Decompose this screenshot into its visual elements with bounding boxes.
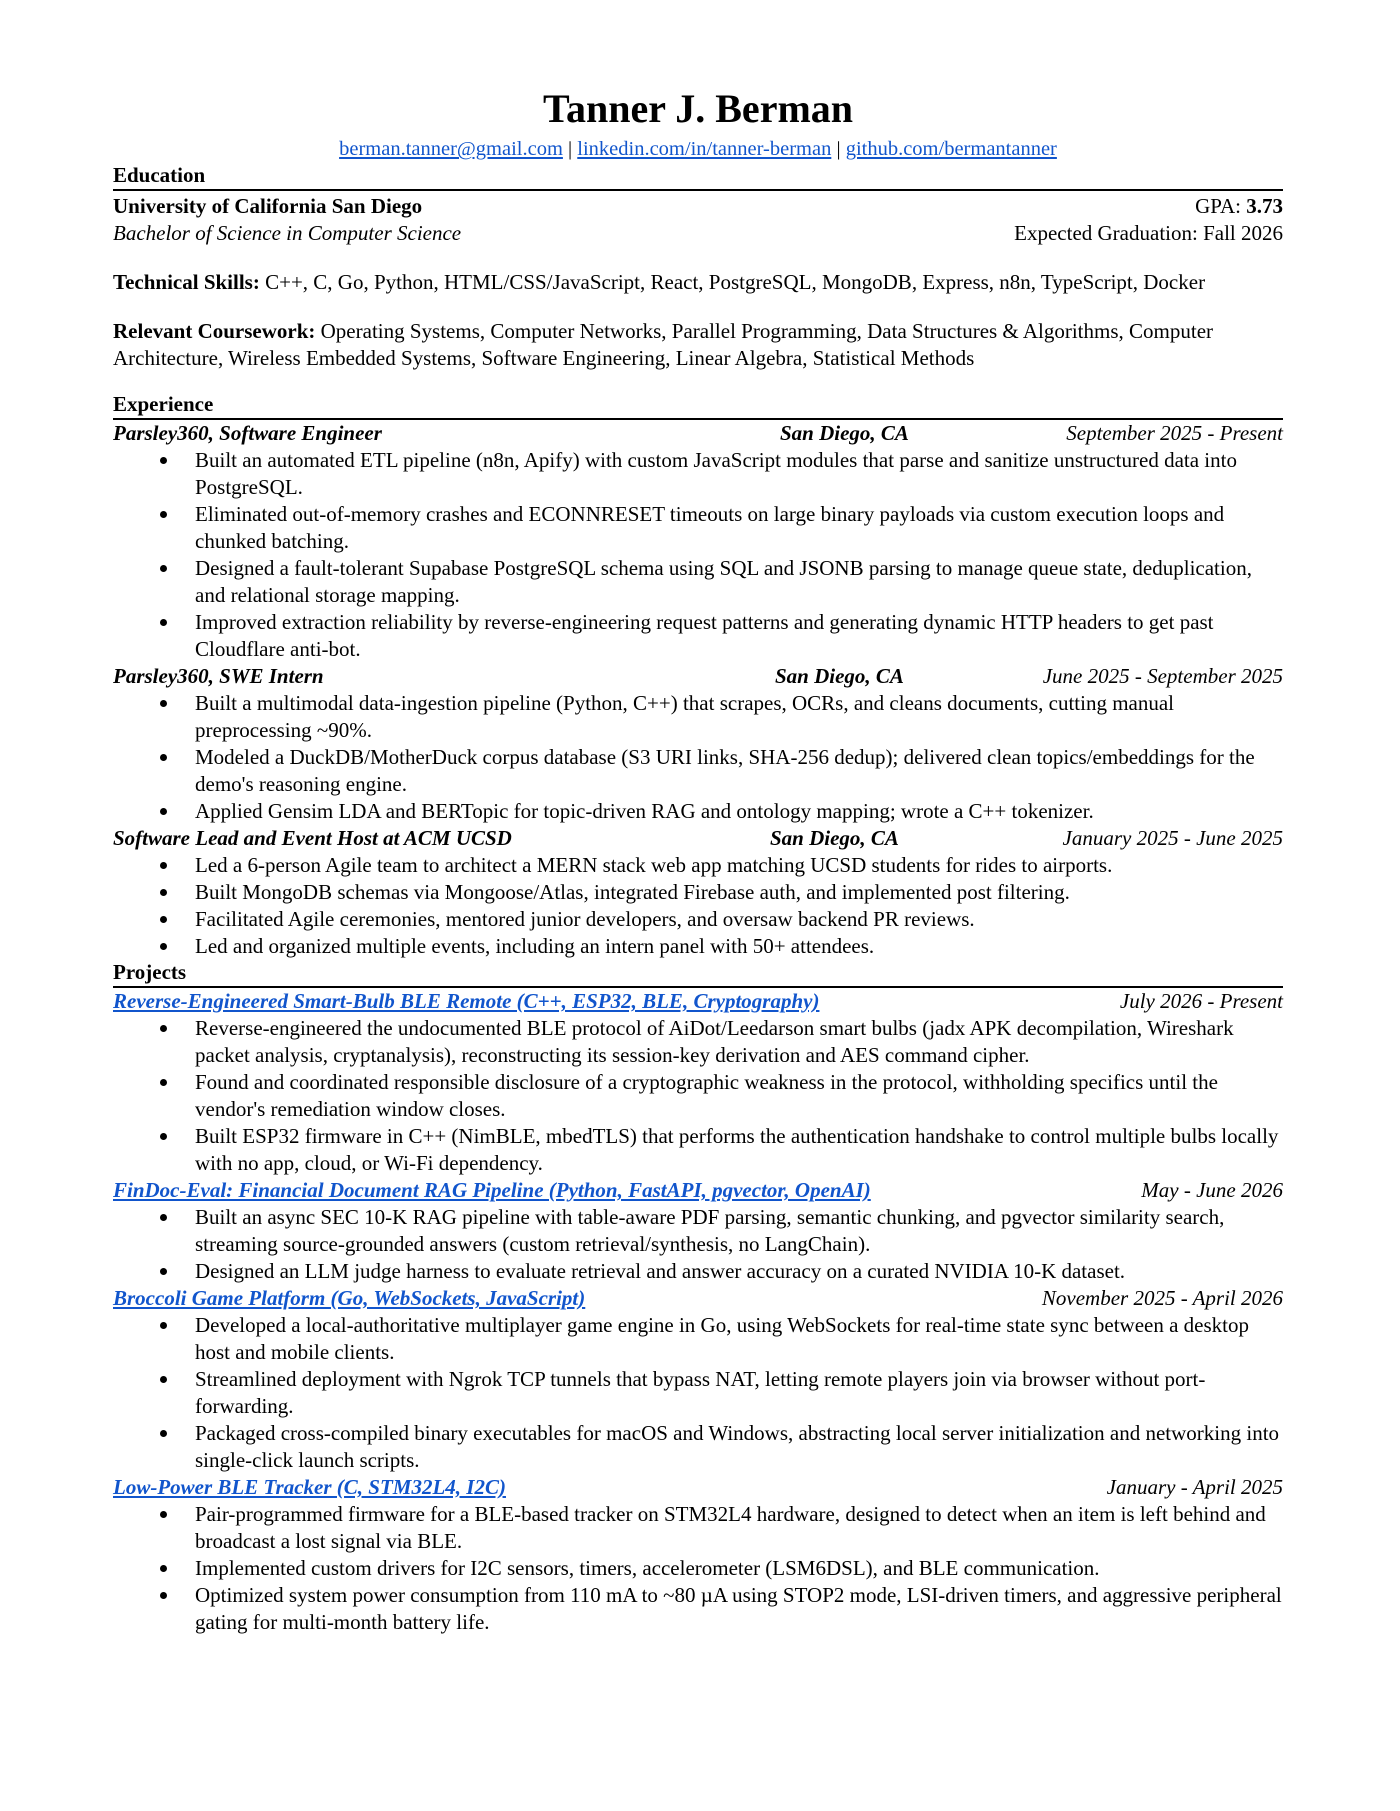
project-entry	[113, 1474, 1283, 1636]
coursework-text: Operating Systems, Computer Networks, Parallel Programming, Data Structures & Algorithms, Computer Architecture, Wireless Embedded Systems, Software Engineering, Linear Algebra, Statistical Methods	[113, 319, 1214, 370]
project-bullets	[113, 1312, 1283, 1474]
github-link[interactable]: github.com/bermantanner	[845, 138, 1057, 160]
job-header	[113, 420, 1283, 447]
bullet-item: Reverse-engineered the undocumented BLE protocol of AiDot/Leedarson smart bulbs (jadx APK decompilation, Wireshark packet analysis, cryptanalysis), reconstructing its session-key derivation and AES command cipher.	[113, 1015, 1283, 1069]
job-location: San Diego, CA	[775, 664, 904, 688]
bullet-item: Built MongoDB schemas via Mongoose/Atlas, integrated Firebase auth, and implemented post filtering.	[113, 879, 1283, 906]
bullet-item: Facilitated Agile ceremonies, mentored junior developers, and oversaw backend PR reviews.	[113, 906, 1283, 933]
job-bullets	[113, 447, 1283, 663]
degree: Bachelor of Science in Computer Science	[113, 221, 462, 245]
project-entry	[113, 1285, 1283, 1474]
coursework-label: Relevant Coursework:	[113, 319, 316, 343]
job-entry	[113, 825, 1283, 960]
job-bullets	[113, 690, 1283, 825]
project-title-link[interactable]: Broccoli Game Platform (Go, WebSockets, JavaScript)	[113, 1286, 586, 1310]
contact-separator: |	[568, 138, 573, 160]
linkedin-link[interactable]: linkedin.com/in/tanner-berman	[577, 138, 832, 160]
bullet-item: Built an automated ETL pipeline (n8n, Apify) with custom JavaScript modules that parse and sanitize unstructured data into PostgreSQL.	[113, 447, 1283, 501]
job-title: Parsley360, Software Engineer	[113, 421, 382, 445]
education-school-row	[113, 193, 1283, 220]
bullet-item: Built an async SEC 10-K RAG pipeline with table-aware PDF parsing, semantic chunking, and pgvector similarity search, streaming source-grounded answers (custom retrieval/synthesis, no LangChain).	[113, 1204, 1283, 1258]
bullet-item: Built a multimodal data-ingestion pipeline (Python, C++) that scrapes, OCRs, and cleans documents, cutting manual preprocessing ~90%.	[113, 690, 1283, 744]
gpa	[1195, 193, 1283, 220]
bullet-item: Improved extraction reliability by reverse-engineering request patterns and generating dynamic HTTP headers to get past Cloudflare anti-bot.	[113, 609, 1283, 663]
job-entry	[113, 420, 1283, 663]
project-title-link[interactable]: Low-Power BLE Tracker (C, STM32L4, I2C)	[113, 1475, 506, 1499]
bullet-item: Built ESP32 firmware in C++ (NimBLE, mbedTLS) that performs the authentication handshake to control multiple bulbs locally with no app, cloud, or Wi-Fi dependency.	[113, 1123, 1283, 1177]
job-header	[113, 825, 1283, 852]
bullet-item: Designed an LLM judge harness to evaluate retrieval and answer accuracy on a curated NVIDIA 10-K dataset.	[113, 1258, 1283, 1285]
project-title-link[interactable]: Reverse-Engineered Smart-Bulb BLE Remote (C++, ESP32, BLE, Cryptography)	[113, 989, 820, 1013]
bullet-item: Designed a fault-tolerant Supabase PostgreSQL schema using SQL and JSONB parsing to manage queue state, deduplication, and relational storage mapping.	[113, 555, 1283, 609]
project-bullets	[113, 1501, 1283, 1636]
graduation-date: Expected Graduation: Fall 2026	[1014, 221, 1283, 245]
relevant-coursework	[113, 318, 1283, 372]
technical-skills	[113, 269, 1283, 296]
bullet-item: Led and organized multiple events, including an intern panel with 50+ attendees.	[113, 933, 1283, 960]
contact-separator: |	[836, 138, 841, 160]
bullet-item: Developed a local-authoritative multiplayer game engine in Go, using WebSockets for real-time state sync between a desktop host and mobile clients.	[113, 1312, 1283, 1366]
education-heading: Education	[113, 163, 1283, 191]
job-title: Software Lead and Event Host at ACM UCSD	[113, 826, 512, 850]
resume-content	[113, 80, 1283, 1636]
project-dates: May - June 2026	[1141, 1178, 1283, 1202]
bullet-item: Led a 6-person Agile team to architect a MERN stack web app matching UCSD students for rides to airports.	[113, 852, 1283, 879]
job-dates: June 2025 - September 2025	[1042, 664, 1283, 688]
project-header	[113, 1177, 1283, 1204]
education-degree-row	[113, 220, 1283, 247]
bullet-item: Eliminated out-of-memory crashes and ECONNRESET timeouts on large binary payloads via custom execution loops and chunked batching.	[113, 501, 1283, 555]
job-location: San Diego, CA	[780, 421, 909, 445]
job-dates: January 2025 - June 2025	[1062, 826, 1283, 850]
bullet-item: Streamlined deployment with Ngrok TCP tunnels that bypass NAT, letting remote players join via browser without port-forwarding.	[113, 1366, 1283, 1420]
project-header	[113, 988, 1283, 1015]
bullet-item: Found and coordinated responsible disclosure of a cryptographic weakness in the protocol, withholding specifics until the vendor's remediation window closes.	[113, 1069, 1283, 1123]
resume-name: Tanner J. Berman	[542, 86, 854, 131]
projects-heading: Projects	[113, 960, 1283, 988]
bullet-item: Implemented custom drivers for I2C sensors, timers, accelerometer (LSM6DSL), and BLE communication.	[113, 1555, 1283, 1582]
bullet-item: Optimized system power consumption from 110 mA to ~80 µA using STOP2 mode, LSI-driven timers, and aggressive peripheral gating for multi-month battery life.	[113, 1582, 1283, 1636]
bullet-item: Packaged cross-compiled binary executables for macOS and Windows, abstracting local server initialization and networking into single-click launch scripts.	[113, 1420, 1283, 1474]
project-dates: January - April 2025	[1106, 1475, 1283, 1499]
gpa-value: 3.73	[1246, 194, 1283, 218]
job-header	[113, 663, 1283, 690]
contact-line	[113, 136, 1283, 163]
job-title: Parsley360, SWE Intern	[113, 664, 324, 688]
skills-label: Technical Skills:	[113, 270, 260, 294]
email-link[interactable]: berman.tanner@gmail.com	[339, 138, 563, 160]
job-bullets	[113, 852, 1283, 960]
bullet-item: Modeled a DuckDB/MotherDuck corpus database (S3 URI links, SHA-256 dedup); delivered clean topics/embeddings for the demo's reasoning engine.	[113, 744, 1283, 798]
project-title-link[interactable]: FinDoc-Eval: Financial Document RAG Pipeline (Python, FastAPI, pgvector, OpenAI)	[113, 1178, 871, 1202]
gpa-label: GPA:	[1195, 194, 1247, 218]
project-header	[113, 1285, 1283, 1312]
experience-heading: Experience	[113, 392, 1283, 420]
job-dates: September 2025 - Present	[1066, 421, 1283, 445]
project-bullets	[113, 1015, 1283, 1177]
bullet-item: Applied Gensim LDA and BERTopic for topic-driven RAG and ontology mapping; wrote a C++ tokenizer.	[113, 798, 1283, 825]
job-entry	[113, 663, 1283, 825]
project-entry	[113, 1177, 1283, 1285]
job-location: San Diego, CA	[770, 826, 899, 850]
project-header	[113, 1474, 1283, 1501]
school-name: University of California San Diego	[113, 194, 423, 218]
bullet-item: Pair-programmed firmware for a BLE-based tracker on STM32L4 hardware, designed to detect when an item is left behind and broadcast a lost signal via BLE.	[113, 1501, 1283, 1555]
project-entry	[113, 988, 1283, 1177]
project-bullets	[113, 1204, 1283, 1285]
skills-text: C++, C, Go, Python, HTML/CSS/JavaScript, React, PostgreSQL, MongoDB, Express, n8n, TypeScript, Docker	[259, 270, 1206, 294]
project-dates: November 2025 - April 2026	[1041, 1286, 1283, 1310]
project-dates: July 2026 - Present	[1119, 989, 1283, 1013]
